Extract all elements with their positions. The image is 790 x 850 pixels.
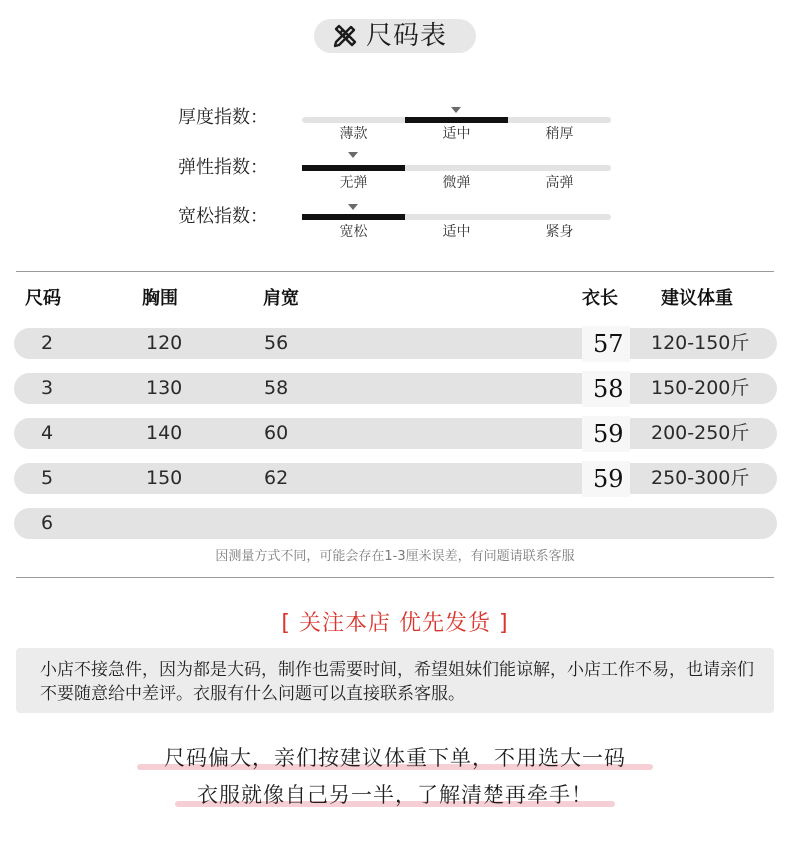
index-label: 宽松指数： [178, 206, 268, 227]
cell-shoulder: 58 [264, 377, 289, 399]
index-track [302, 165, 611, 171]
index-option: 适中 [442, 224, 471, 240]
index-fill [405, 117, 508, 123]
index-option: 高弹 [545, 175, 574, 191]
divider [16, 577, 774, 578]
cell-size: 6 [41, 512, 54, 534]
title-pill [314, 19, 476, 53]
index-option: 紧身 [545, 224, 574, 240]
table-row [14, 328, 777, 359]
follow-store-heading: [ 关注本店 优先发货 ] [281, 611, 509, 636]
cell-shoulder: 60 [264, 422, 289, 444]
cell-length: 58 [593, 375, 624, 403]
index-fill [302, 214, 405, 220]
cell-size: 2 [41, 332, 54, 354]
page-title: 尺码表 [366, 21, 448, 51]
index-option: 无弹 [339, 175, 368, 191]
header-chest: 胸围 [142, 288, 178, 309]
cell-shoulder: 62 [264, 467, 289, 489]
table-row [14, 463, 777, 494]
cell-chest: 120 [146, 332, 183, 354]
cell-size: 4 [41, 422, 54, 444]
divider [16, 271, 774, 272]
slogan-line-1: 尺码偏大，亲们按建议体重下单，不用选大一码 [164, 746, 626, 770]
index-track [302, 117, 611, 123]
index-option: 微弹 [442, 175, 471, 191]
cell-length: 59 [593, 465, 624, 493]
cell-chest: 150 [146, 467, 183, 489]
slogan-line-2: 衣服就像自己另一半，了解清楚再牵手！ [197, 783, 593, 807]
indicator-arrow-icon [348, 152, 358, 158]
cell-size: 3 [41, 377, 54, 399]
indicator-arrow-icon [451, 107, 461, 113]
table-row [14, 373, 777, 404]
table-row [14, 418, 777, 449]
header-length: 衣长 [582, 288, 618, 309]
header-shoulder: 肩宽 [263, 288, 299, 309]
notice-box [16, 648, 774, 713]
measurement-note: 因测量方式不同，可能会存在1-3厘米误差，有问题请联系客服 [215, 549, 575, 564]
index-fill [302, 165, 405, 171]
notice-text: 小店不接急件，因为都是大码，制作也需要时间，希望姐妹们能谅解，小店工作不易，也请亲们不要随意给中差评。衣服有什么问题可以直接联系客服。 [40, 660, 754, 704]
index-option: 宽松 [339, 224, 368, 240]
index-label: 厚度指数： [178, 107, 268, 128]
header-weight: 建议体重 [661, 288, 733, 309]
ruler-pencil-icon [332, 23, 358, 49]
index-option: 稍厚 [545, 126, 574, 142]
index-label: 弹性指数： [178, 157, 268, 178]
cell-chest: 140 [146, 422, 183, 444]
cell-length: 57 [593, 330, 624, 358]
cell-size: 5 [41, 467, 54, 489]
cell-weight: 250-300斤 [651, 467, 750, 489]
index-track [302, 214, 611, 220]
cell-shoulder: 56 [264, 332, 289, 354]
cell-weight: 120-150斤 [651, 332, 750, 354]
cell-weight: 150-200斤 [651, 377, 750, 399]
index-option: 适中 [442, 126, 471, 142]
index-option: 薄款 [339, 126, 368, 142]
table-row [14, 508, 777, 539]
cell-weight: 200-250斤 [651, 422, 750, 444]
cell-length: 59 [593, 420, 624, 448]
cell-chest: 130 [146, 377, 183, 399]
indicator-arrow-icon [348, 204, 358, 210]
header-size: 尺码 [25, 288, 61, 309]
